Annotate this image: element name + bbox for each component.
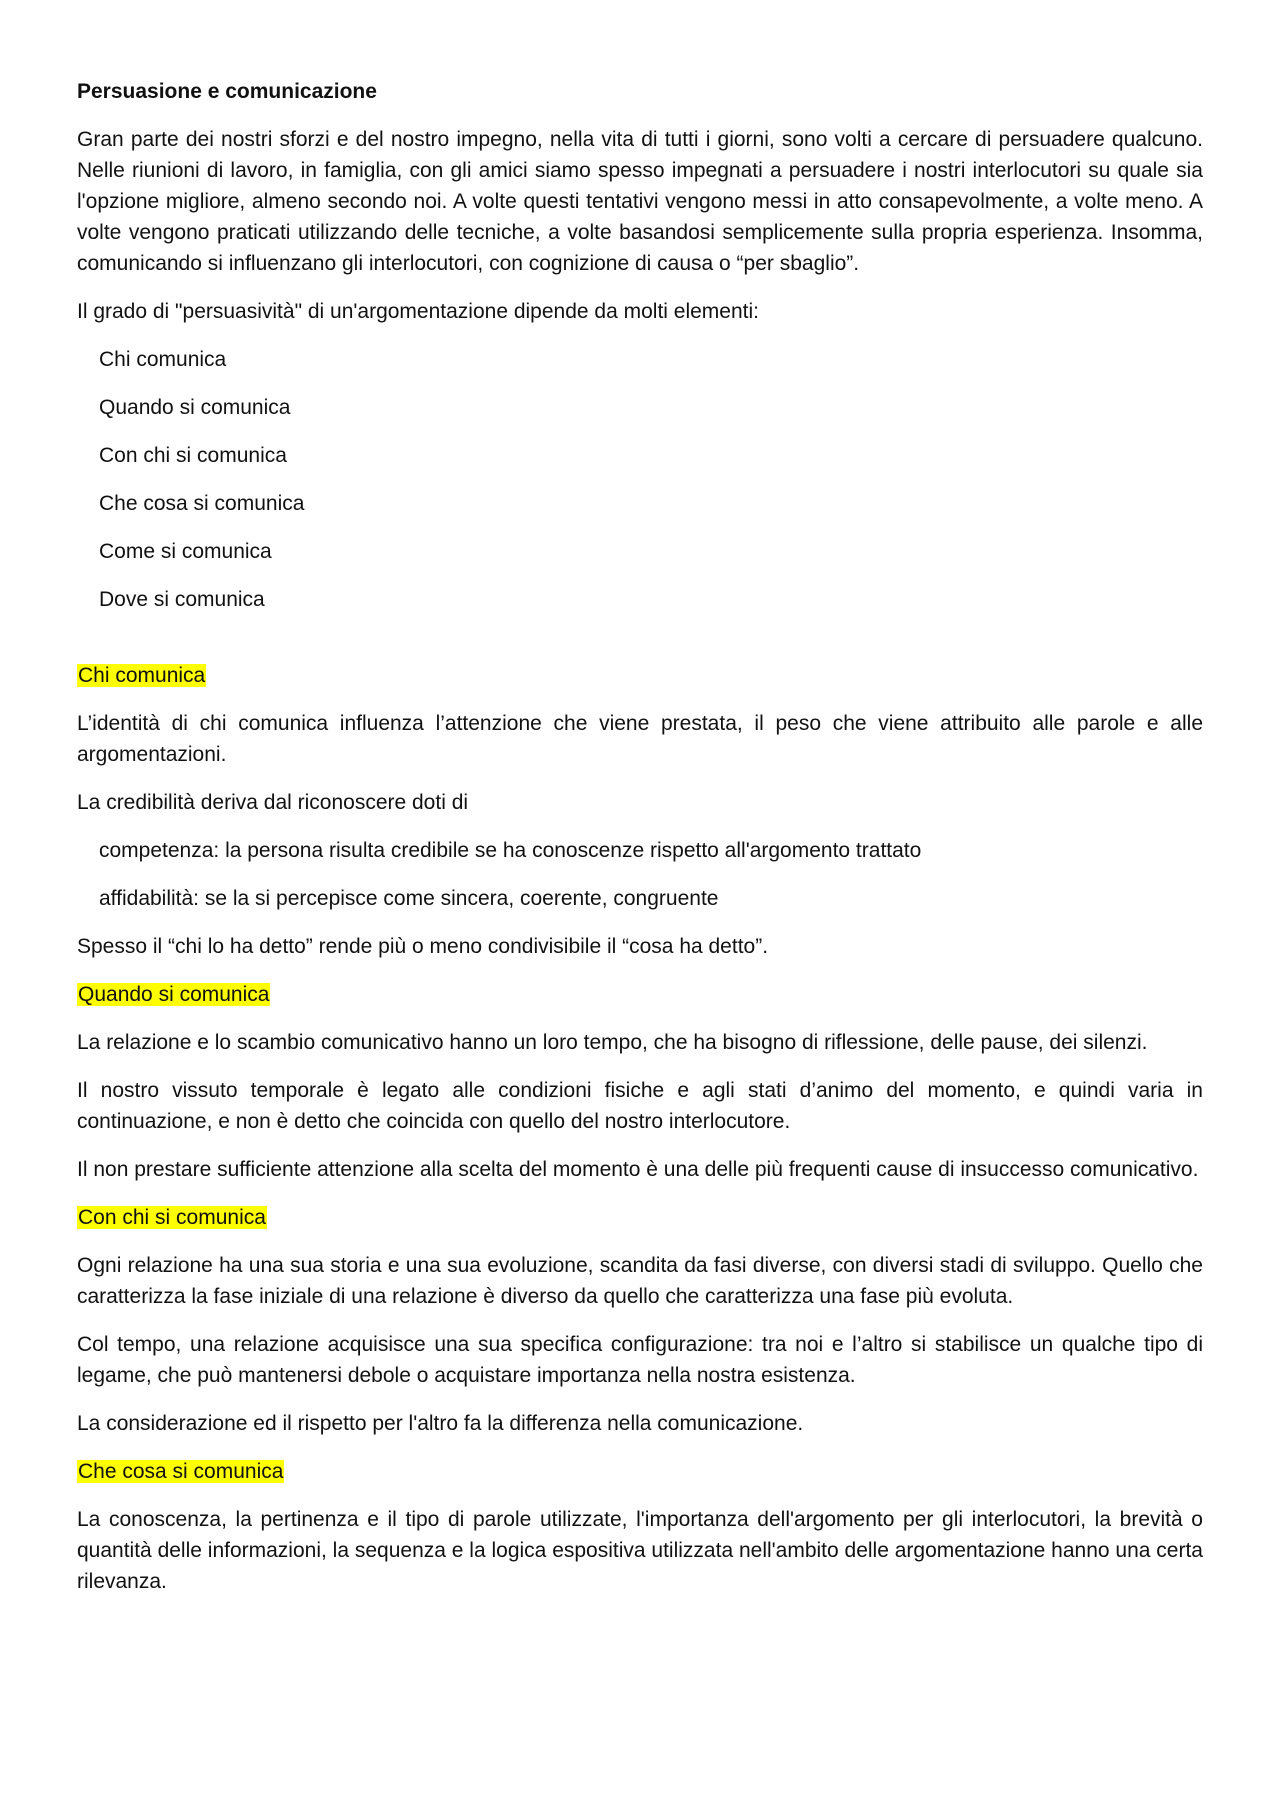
chi-paragraph-2: La credibilità deriva dal riconoscere doti di bbox=[77, 791, 469, 814]
section-heading-checosa bbox=[77, 1456, 1203, 1487]
conchi-paragraph-3: La considerazione ed il rispetto per l'altro fa la differenza nella comunicazione. bbox=[77, 1412, 804, 1435]
chi-paragraph-3: Spesso il “chi lo ha detto” rende più o meno condivisibile il “cosa ha detto”. bbox=[77, 935, 769, 958]
factors-list bbox=[77, 344, 1203, 615]
document-title: Persuasione e comunicazione bbox=[77, 80, 377, 103]
list-item: Chi comunica bbox=[99, 348, 227, 371]
conchi-paragraph-1: Ogni relazione ha una sua storia e una sua evoluzione, scandita da fasi diverse, con diversi stadi di sviluppo. Quello che caratterizza la fase iniziale di una relazione è diverso da quello che caratterizza una fase più evoluta. bbox=[77, 1254, 1203, 1308]
section-heading-conchi bbox=[77, 1202, 1203, 1233]
quando-paragraph-1: La relazione e lo scambio comunicativo hanno un loro tempo, che ha bisogno di riflessione, delle pause, dei silenzi. bbox=[77, 1031, 1148, 1054]
quando-paragraph-2: Il nostro vissuto temporale è legato alle condizioni fisiche e agli stati d’animo del momento, e quindi varia in continuazione, e non è detto che coincida con quello del nostro interlocutore. bbox=[77, 1079, 1203, 1133]
list-item: Come si comunica bbox=[99, 540, 272, 563]
list-item: Dove si comunica bbox=[99, 588, 265, 611]
doti-list bbox=[77, 835, 1203, 914]
section-heading-quando bbox=[77, 979, 1203, 1010]
highlighted-heading: Che cosa si comunica bbox=[78, 1460, 284, 1483]
highlighted-heading: Quando si comunica bbox=[78, 983, 270, 1006]
highlighted-heading: Chi comunica bbox=[78, 664, 206, 687]
quando-paragraph-3: Il non prestare sufficiente attenzione alla scelta del momento è una delle più frequenti cause di insuccesso comunicativo. bbox=[77, 1158, 1199, 1181]
list-item: competenza: la persona risulta credibile se ha conoscenze rispetto all'argomento trattato bbox=[99, 839, 922, 862]
list-item: affidabilità: se la si percepisce come sincera, coerente, congruente bbox=[99, 887, 719, 910]
intro-paragraph: Gran parte dei nostri sforzi e del nostro impegno, nella vita di tutti i giorni, sono volti a cercare di persuadere qualcuno. Nelle riunioni di lavoro, in famiglia, con gli amici siamo spesso impegnati a persuadere i nostri interlocutori su quale sia l'opzione migliore, almeno secondo noi. A volte questi tentativi vengono messi in atto consapevolmente, a volte meno. A volte vengono praticati utilizzando delle tecniche, a volte basandosi semplicemente sulla propria esperienza. Insomma, comunicando si influenzano gli interlocutori, con cognizione di causa o “per sbaglio”. bbox=[77, 128, 1203, 275]
list-item: Con chi si comunica bbox=[99, 444, 287, 467]
chi-paragraph-1: L’identità di chi comunica influenza l’attenzione che viene prestata, il peso che viene attribuito alle parole e alle argomentazioni. bbox=[77, 712, 1203, 766]
conchi-paragraph-2: Col tempo, una relazione acquisisce una sua specifica configurazione: tra noi e l’altro si stabilisce un qualche tipo di legame, che può mantenersi debole o acquistare importanza nella nostra esistenza. bbox=[77, 1333, 1203, 1387]
checosa-paragraph-1: La conoscenza, la pertinenza e il tipo di parole utilizzate, l'importanza dell'argomento per gli interlocutori, la brevità o quantità delle informazioni, la sequenza e la logica espositiva utilizzata nell'ambito delle argomentazione hanno una certa rilevanza. bbox=[77, 1508, 1203, 1593]
list-item: Che cosa si comunica bbox=[99, 492, 305, 515]
highlighted-heading: Con chi si comunica bbox=[78, 1206, 266, 1229]
list-item: Quando si comunica bbox=[99, 396, 291, 419]
factors-intro: Il grado di "persuasività" di un'argomentazione dipende da molti elementi: bbox=[77, 300, 759, 323]
section-heading-chi bbox=[77, 660, 1203, 691]
document-body bbox=[77, 76, 1203, 1614]
spacer bbox=[77, 632, 1203, 660]
